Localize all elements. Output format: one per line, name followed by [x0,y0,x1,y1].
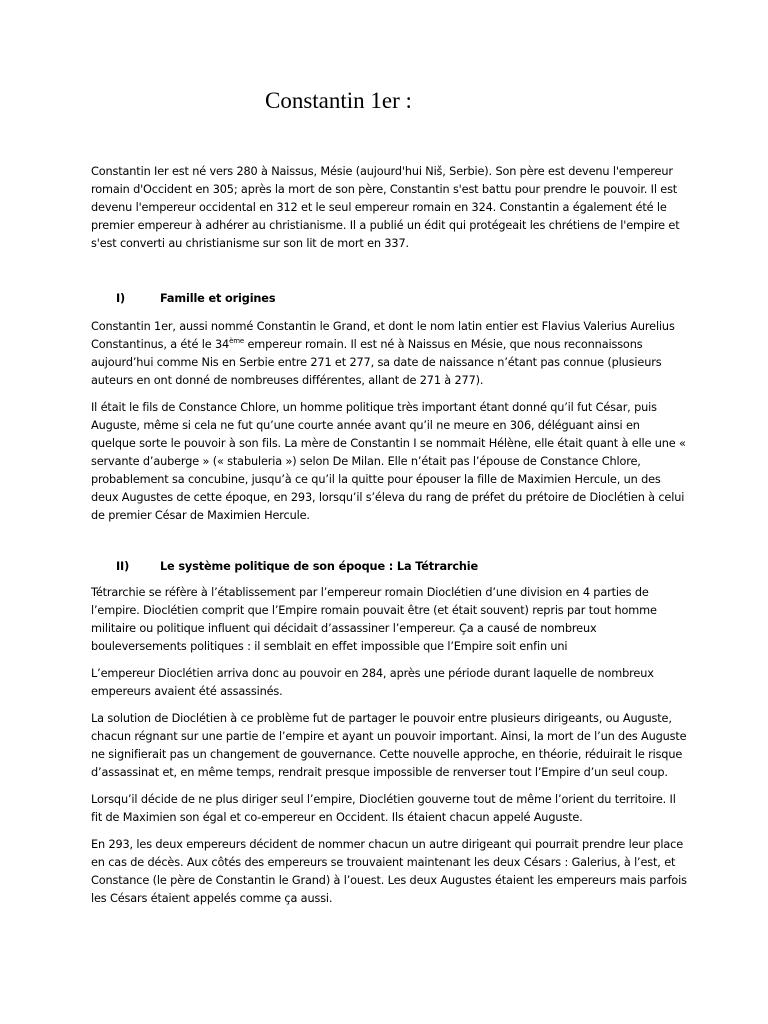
section-title: Le système politique de son époque : La Tétrarchie [160,560,479,573]
paragraph: La solution de Dioclétien à ce problème fut de partager le pouvoir entre plusieurs dirigeants, ou Auguste, chacun régnant sur une partie de l’empire et ayant un pouvoir important. Ainsi, la mort de l’un des Auguste ne signifierait pas un changement de gouvernance. Cette nouvelle approche, en théorie, réduirait le risque d’assassinat et, en même temps, rendrait presque impossible de renverser tout l’Empire d’un seul coup. [91,712,687,779]
intro-paragraph: Constantin Ier est né vers 280 à Naissus, Mésie (aujourd'hui Niš, Serbie). Son père est devenu l'empereur romain d'Occident en 305; après la mort de son père, Constantin s'est battu pour prendre le pouvoir. Il est devenu l'empereur occidental en 312 et le seul empereur romain en 324. Constantin a également été le premier empereur à adhérer au christianisme. Il a publié un édit qui protégeait les chrétiens de l'empire et s'est converti au christianisme sur son lit de mort en 337. [91,165,680,250]
document-title: Constantin 1er : [265,88,412,113]
paragraph: Lorsqu’il décide de ne plus diriger seul l’empire, Dioclétien gouverne tout de même l’orient du territoire. Il fit de Maximien son égal et co-empereur en Occident. Ils étaient chacun appelé Auguste. [91,793,676,824]
paragraph: Il était le fils de Constance Chlore, un homme politique très important étant donné qu’il fut César, puis Auguste, même si cela ne fut qu’une courte année avant qu’il ne meure en 306, déléguant ainsi en quelque sorte le pouvoir à son fils. La mère de Constantin I se nommait Hélène, elle était quant à elle une « servante d’auberge » (« stabuleria ») selon De Milan. Elle n’était pas l’épouse de Constance Chlore, probablement sa concubine, jusqu’à ce qu’il la quitte pour épouser la fille de Maximien Hercule, un des deux Augustes de cette époque, en 293, lorsqu’il s’éleva du rang de préfet du prétoire de Dioclétien à celui de premier César de Maximien Hercule. [91,401,686,522]
paragraph [91,318,687,390]
section-1-body [91,318,687,534]
paragraph: En 293, les deux empereurs décident de nommer chacun un autre dirigeant qui pourrait prendre leur place en cas de décès. Aux côtés des empereurs se trouvaient maintenant les deux Césars : Galerius, à l’est, et Constance (le père de Constantin le Grand) à l’ouest. Les deux Augustes étaient les empereurs mais parfois les Césars étaient appelés comme ça aussi. [91,838,687,905]
paragraph: Tétrarchie se réfère à l’établissement par l’empereur romain Dioclétien d’une division en 4 parties de l’empire. Dioclétien comprit que l’Empire romain pouvait être (et était souvent) repris par tout homme militaire ou politique influent qui décidait d’assassiner l’empereur. Ça a causé de nombreux bouleversements politiques : il semblait en effet impossible que l’Empire soit enfin uni [91,586,657,653]
section-number: I) [116,292,126,305]
superscript: ème [229,337,245,346]
section-title: Famille et origines [160,292,276,305]
section-heading-2 [116,558,676,576]
section-heading-1 [116,290,676,308]
intro-paragraph-block [91,163,687,262]
text-run: empereur romain. Il est né à Naissus en Mésie, que nous reconnaissons aujourd’hui comme Nis en Serbie entre 271 et 277, sa date de naissance n’étant pas connue (plusieurs auteurs en ont donné de nombreuses différentes, allant de 271 à 277). [91,338,662,387]
section-number: II) [116,560,130,573]
paragraph: L’empereur Dioclétien arriva donc au pouvoir en 284, après une période durant laquelle de nombreux empereurs avaient été assassinés. [91,667,654,698]
text-run: Constantin 1er, aussi nommé Constantin le Grand, et dont le nom latin entier est Flavius Valerius Aurelius Constantinus, a été le 34 [91,320,675,351]
section-2-body [91,584,687,917]
